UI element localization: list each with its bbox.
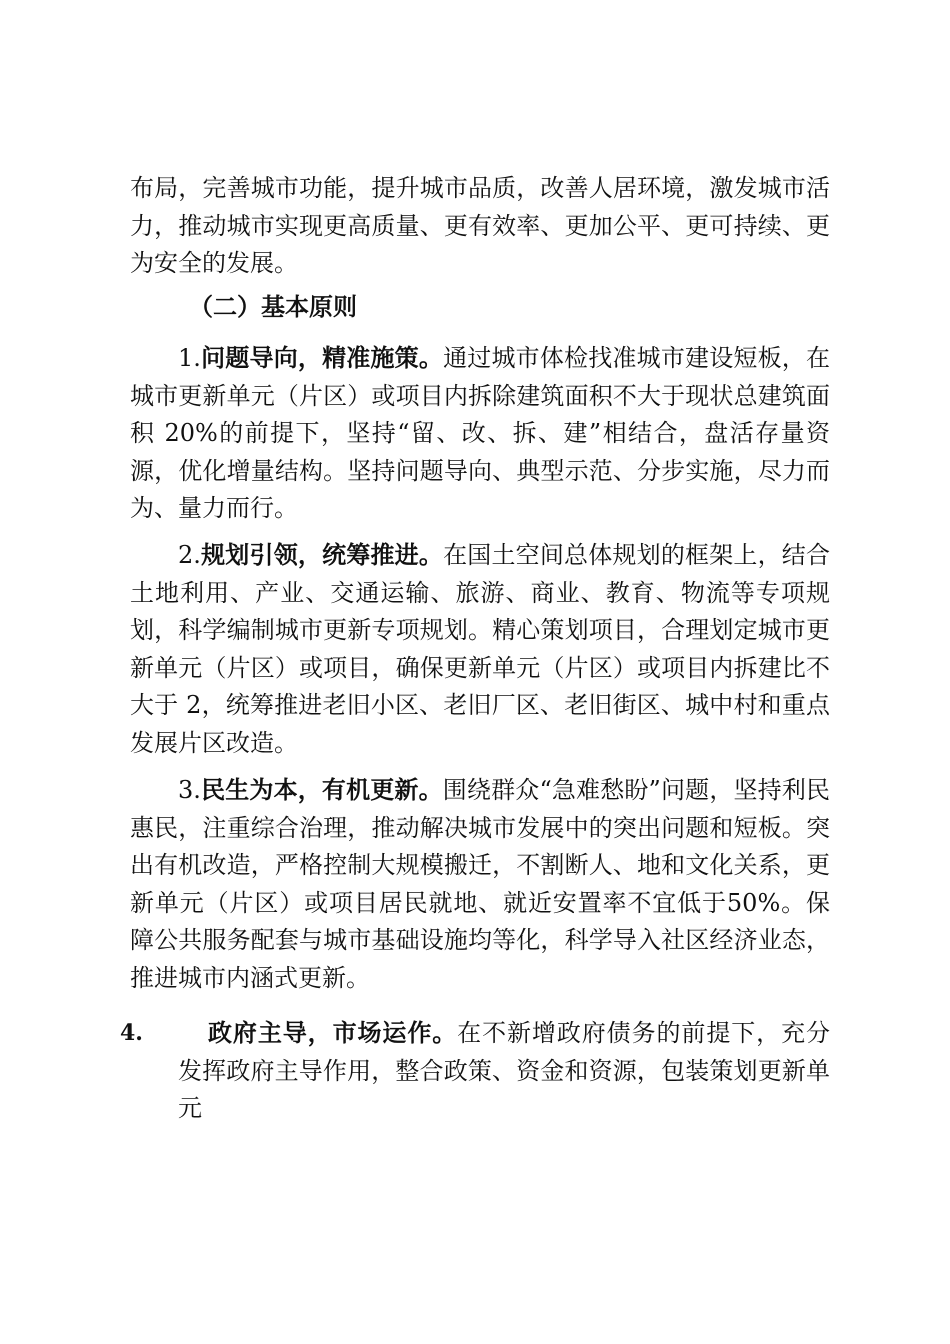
principle-2: [130, 537, 830, 762]
principle-3: [130, 772, 830, 997]
principle-2-number: 2.: [178, 541, 201, 569]
principle-4: [178, 1015, 830, 1128]
principle-3-body: 围绕群众“急难愁盼”问题，坚持利民惠民，注重综合治理，推动解决城市发展中的突出问题和短板。突出有机改造，严格控制大规模搬迁，不割断人、地和文化关系，更新单元（片区）或项目居民就地、就近安置率不宜低于50%。保障公共服务配套与城市基础设施均等化，科学导入社区经济业态，推进城市内涵式更新。: [130, 776, 830, 992]
principle-2-title: 规划引领，统筹推进。: [200, 541, 444, 569]
principle-1: [130, 340, 830, 528]
principle-1-body: 通过城市体检找准城市建设短板，在城市更新单元（片区）或项目内拆除建筑面积不大于现状总建筑面积 20%的前提下，坚持“留、改、拆、建”相结合，盘活存量资源，优化增量结构。坚持问题导向、典型示范、分步实施，尽力而为、量力而行。: [130, 344, 831, 522]
principle-4-title: 政府主导，市场运作。: [208, 1019, 458, 1047]
principle-3-number: 3.: [178, 776, 201, 804]
principle-3-title: 民生为本，有机更新。: [200, 776, 443, 804]
principle-1-title: 问题导向，精准施策。: [200, 344, 444, 372]
intro-paragraph: 布局，完善城市功能，提升城市品质，改善人居环境，激发城市活力，推动城市实现更高质量、更有效率、更加公平、更可持续、更为安全的发展。: [130, 174, 830, 277]
principle-4-number: 4.: [120, 1020, 143, 1046]
principle-4-body: 在不新增政府债务的前提下，充分发挥政府主导作用，整合政策、资金和资源，包装策划更新单元: [178, 1019, 831, 1122]
principle-2-body: 在国土空间总体规划的框架上，结合土地利用、产业、交通运输、旅游、商业、教育、物流等专项规划，科学编制城市更新专项规划。精心策划项目，合理划定城市更新单元（片区）或项目，确保更新单元（片区）或项目内拆建比不大于 2，统筹推进老旧小区、老旧厂区、老旧街区、城中村和重点发展片区改造。: [130, 541, 831, 757]
section-heading: （二）基本原则: [189, 293, 357, 321]
principle-1-number: 1.: [178, 344, 201, 372]
